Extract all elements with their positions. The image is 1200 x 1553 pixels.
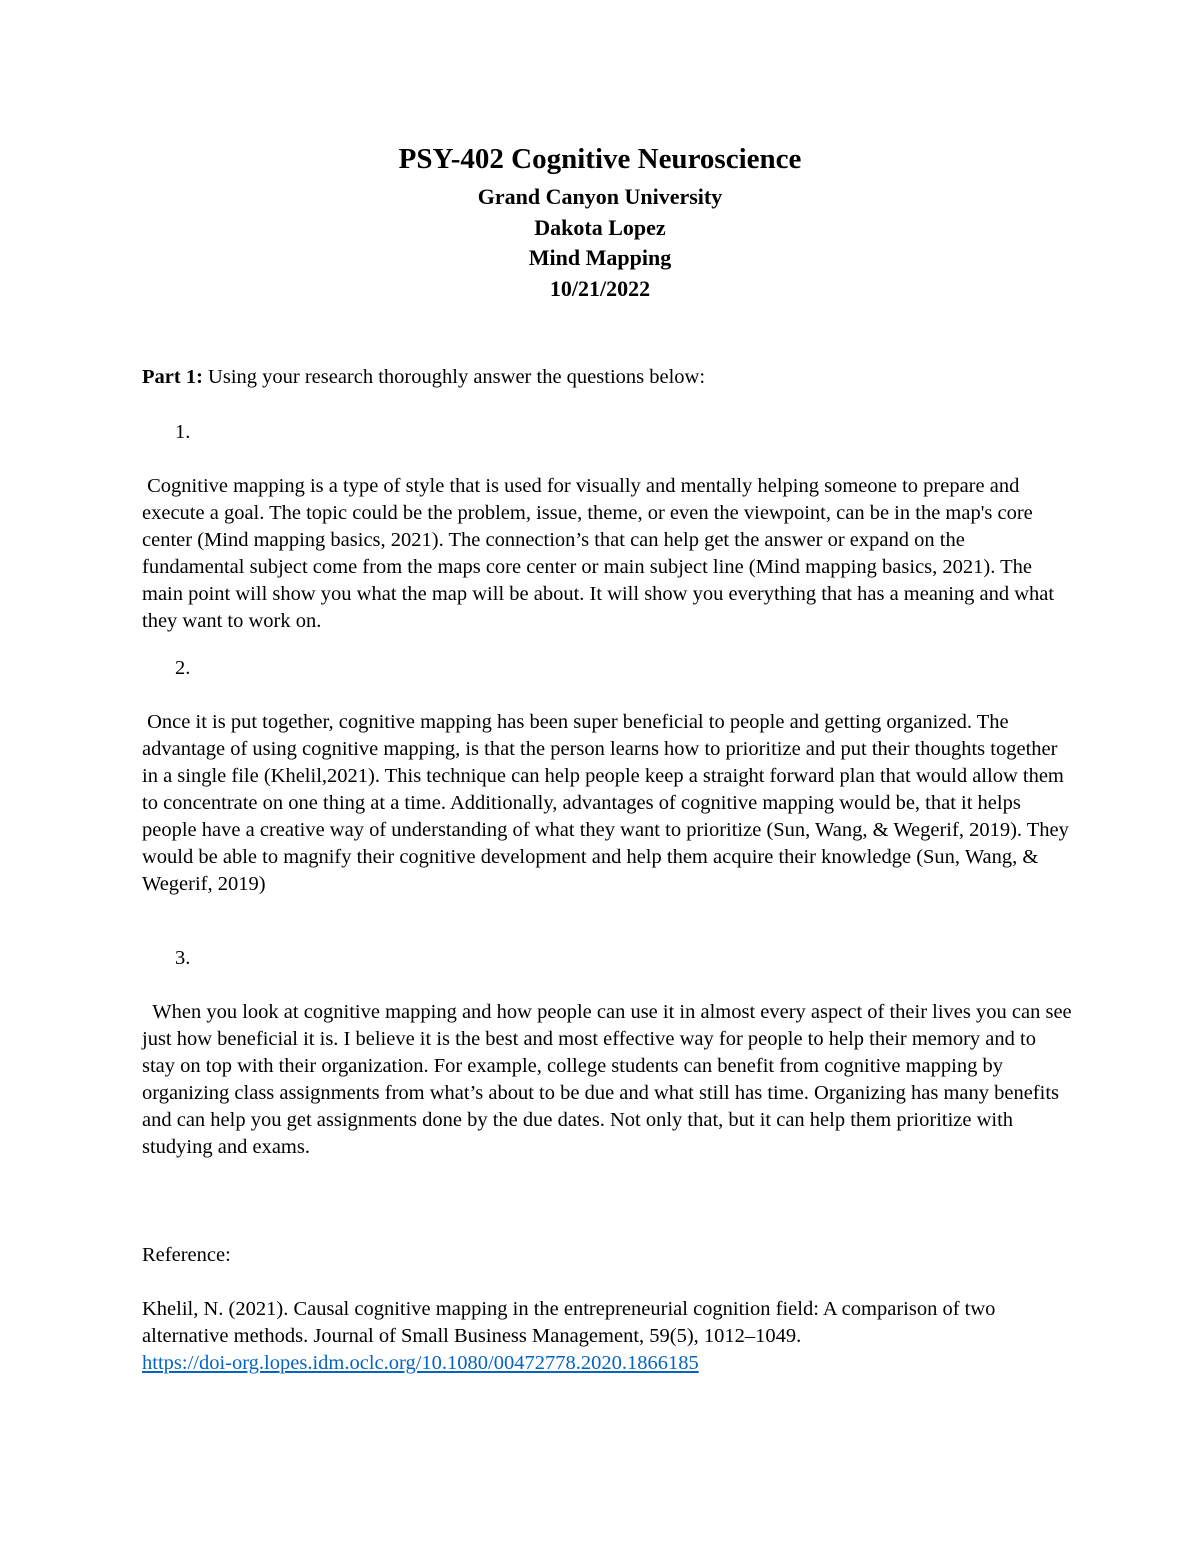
reference-entry (142, 1296, 1072, 1377)
answer-paragraph-2: Once it is put together, cognitive mapping has been super beneficial to people and getting organized. The advantage of using cognitive mapping, is that the person learns how to prioritize and put their thoughts together in a single file (Khelil,2021). This technique can help people keep a straight forward plan that would allow them to concentrate on one thing at a time. Additionally, advantages of cognitive mapping would be, that it helps people have a creative way of understanding of what they want to prioritize (Sun, Wang, & Wegerif, 2019). They would be able to magnify their cognitive development and help them acquire their knowledge (Sun, Wang, & Wegerif, 2019) (142, 711, 1075, 895)
reference-doi-link[interactable]: https://doi-org.lopes.idm.oclc.org/10.1080/00472778.2020.1866185 (142, 1352, 699, 1374)
author-name: Dakota Lopez (534, 215, 666, 240)
question-number-2: 2. (175, 657, 191, 679)
part-heading (142, 364, 1072, 391)
reference-heading: Reference: (142, 1244, 231, 1266)
assignment-title: Mind Mapping (528, 245, 672, 270)
reference-citation: Khelil, N. (2021). Causal cognitive mapping in the entrepreneurial cognition field: A comparison of two alternative methods. Journal of Small Business Management, 59(5), 1012–1049. (142, 1298, 996, 1347)
answer-paragraph-1: Cognitive mapping is a type of style that is used for visually and mentally helping someone to prepare and execute a goal. The topic could be the problem, issue, theme, or even the viewpoint, can be in the map's core center (Mind mapping basics, 2021). The connection’s that can help get the answer or expand on the fundamental subject come from the maps core center or main subject line (Mind mapping basics, 2021). The main point will show you what the map will be about. It will show you everything that has a meaning and what they want to work on. (142, 475, 1060, 632)
question-number-1: 1. (175, 421, 191, 443)
part-label: Part 1: (142, 366, 203, 388)
question-number-3: 3. (175, 947, 191, 969)
assignment-date: 10/21/2022 (549, 276, 651, 301)
university-name: Grand Canyon University (477, 184, 723, 209)
part-instruction: Using your research thoroughly answer the questions below: (202, 366, 706, 388)
course-title: PSY-402 Cognitive Neuroscience (398, 143, 802, 175)
answer-paragraph-3: When you look at cognitive mapping and how people can use it in almost every aspect of their lives you can see just how beneficial it is. I believe it is the best and most effective way for people to help their memory and to stay on top with their organization. For example, college students can benefit from cognitive mapping by organizing class assignments from what’s about to be due and what still has time. Organizing has many benefits and can help you get assignments done by the due dates. Not only that, but it can help them prioritize with studying and exams. (142, 1001, 1077, 1158)
